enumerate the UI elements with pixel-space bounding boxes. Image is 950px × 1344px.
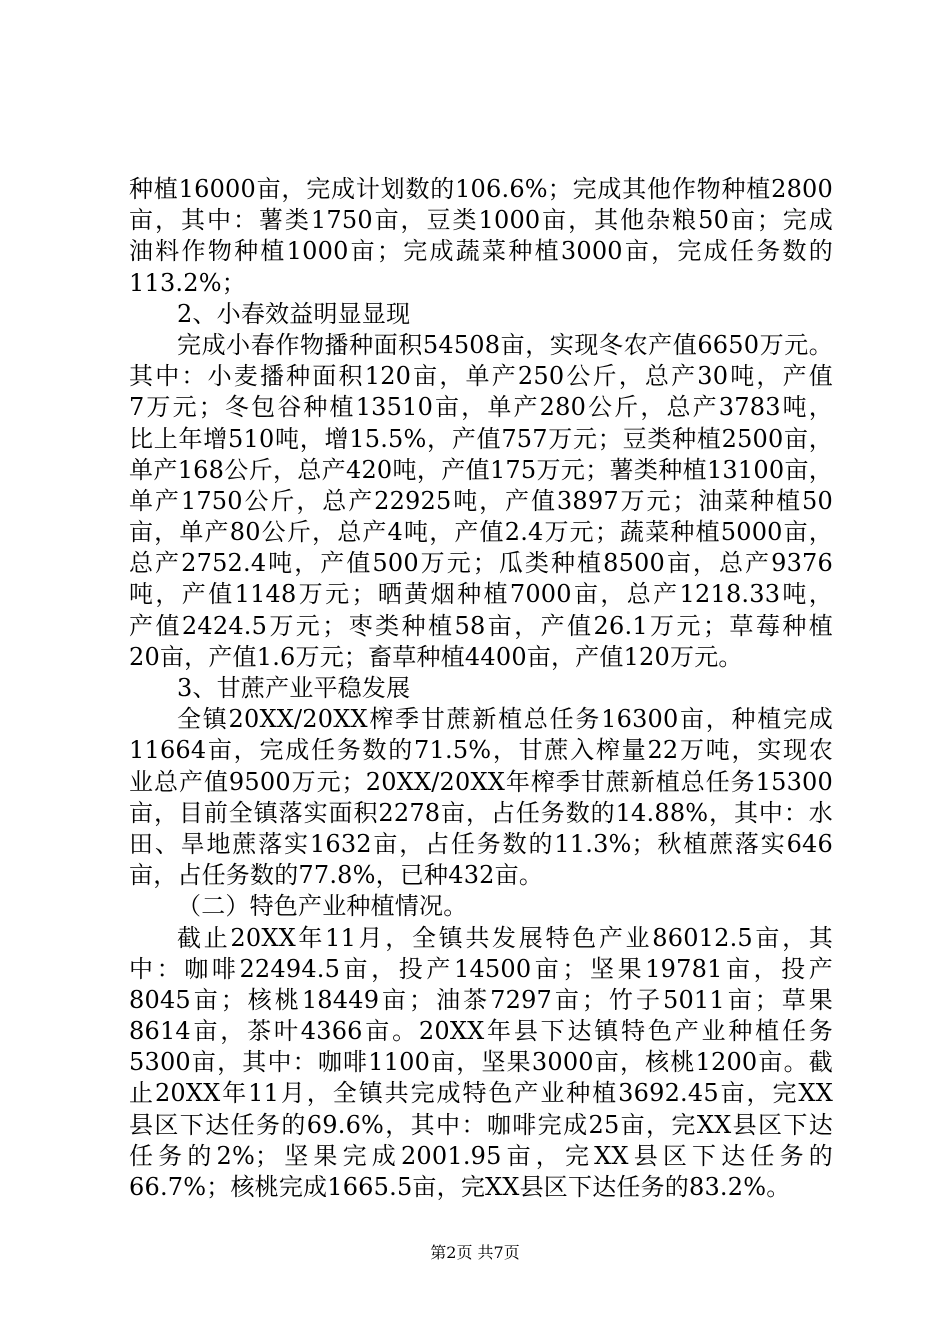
text-line: 田、旱地蔗落实1632亩，占任务数的11.3%；秋植蔗落实646: [129, 829, 833, 858]
text-line: 任务的2%；坚果完成2001.95亩，完XX县区下达任务的: [129, 1141, 833, 1170]
text-line: 全镇20XX/20XX榨季甘蔗新植总任务16300亩，种植完成: [177, 705, 833, 734]
text-line: 8045亩；核桃18449亩；油茶7297亩；竹子5011亩；草果: [129, 985, 833, 1014]
text-line: 7万元；冬包谷种植13510亩，单产280公斤，总产3783吨，: [129, 393, 833, 422]
text-line: 比上年增510吨，增15.5%，产值757万元；豆类种植2500亩，: [129, 424, 833, 453]
text-line: 止20XX年11月，全镇共完成特色产业种植3692.45亩，完XX: [129, 1079, 833, 1108]
text-line: 亩，单产80公斤，总产4吨，产值2.4万元；蔬菜种植5000亩，: [129, 518, 833, 547]
text-line: 县区下达任务的69.6%，其中：咖啡完成25亩，完XX县区下达: [129, 1110, 833, 1139]
text-line: 业总产值9500万元；20XX/20XX年榨季甘蔗新植总任务15300: [129, 767, 833, 796]
text-line: 油料作物种植1000亩；完成蔬菜种植3000亩，完成任务数的: [129, 237, 833, 266]
section-heading: 2、小春效益明显显现: [177, 299, 411, 328]
text-line: 总产2752.4吨，产值500万元；瓜类种植8500亩，总产9376: [129, 549, 833, 578]
text-line: 产值2424.5万元；枣类种植58亩，产值26.1万元；草莓种植: [129, 611, 833, 640]
text-line: 完成小春作物播种面积54508亩，实现冬农产值6650万元。: [177, 330, 833, 359]
text-line: 5300亩，其中：咖啡1100亩，坚果3000亩，核桃1200亩。截: [129, 1048, 833, 1077]
text-line: 20亩，产值1.6万元；畜草种植4400亩，产值120万元。: [129, 642, 743, 671]
text-line: 单产1750公斤，总产22925吨，产值3897万元；油菜种植50: [129, 486, 833, 515]
section-heading: （二）特色产业种植情况。: [177, 892, 468, 921]
text-line: 亩，占任务数的77.8%，已种432亩。: [129, 861, 544, 890]
text-line: 截止20XX年11月，全镇共发展特色产业86012.5亩，其: [177, 923, 833, 952]
text-line: 种植16000亩，完成计划数的106.6%；完成其他作物种植2800: [129, 175, 833, 203]
text-line: 66.7%；核桃完成1665.5亩，完XX县区下达任务的83.2%。: [129, 1173, 791, 1201]
text-line: 亩，其中：薯类1750亩，豆类1000亩，其他杂粮50亩；完成: [129, 206, 833, 235]
text-line: 单产168公斤，总产420吨，产值175万元；薯类种植13100亩，: [129, 455, 833, 484]
page-number: 第2页 共7页: [430, 1243, 520, 1262]
text-line: 亩，目前全镇落实面积2278亩，占任务数的14.88%，其中：水: [129, 798, 833, 827]
text-line: 吨，产值1148万元；晒黄烟种植7000亩，总产1218.33吨，: [129, 580, 833, 609]
text-line: 11664亩，完成任务数的71.5%，甘蔗入榨量22万吨，实现农: [129, 736, 833, 765]
text-line: 其中：小麦播种面积120亩，单产250公斤，总产30吨，产值: [129, 362, 833, 391]
text-line: 8614亩，茶叶4366亩。20XX年县下达镇特色产业种植任务: [129, 1017, 833, 1046]
text-line: 113.2%；: [129, 268, 246, 297]
document-body: [129, 174, 833, 1203]
text-line: 中：咖啡22494.5亩，投产14500亩；坚果19781亩，投产: [129, 954, 833, 983]
section-heading: 3、甘蔗产业平稳发展: [177, 674, 411, 702]
